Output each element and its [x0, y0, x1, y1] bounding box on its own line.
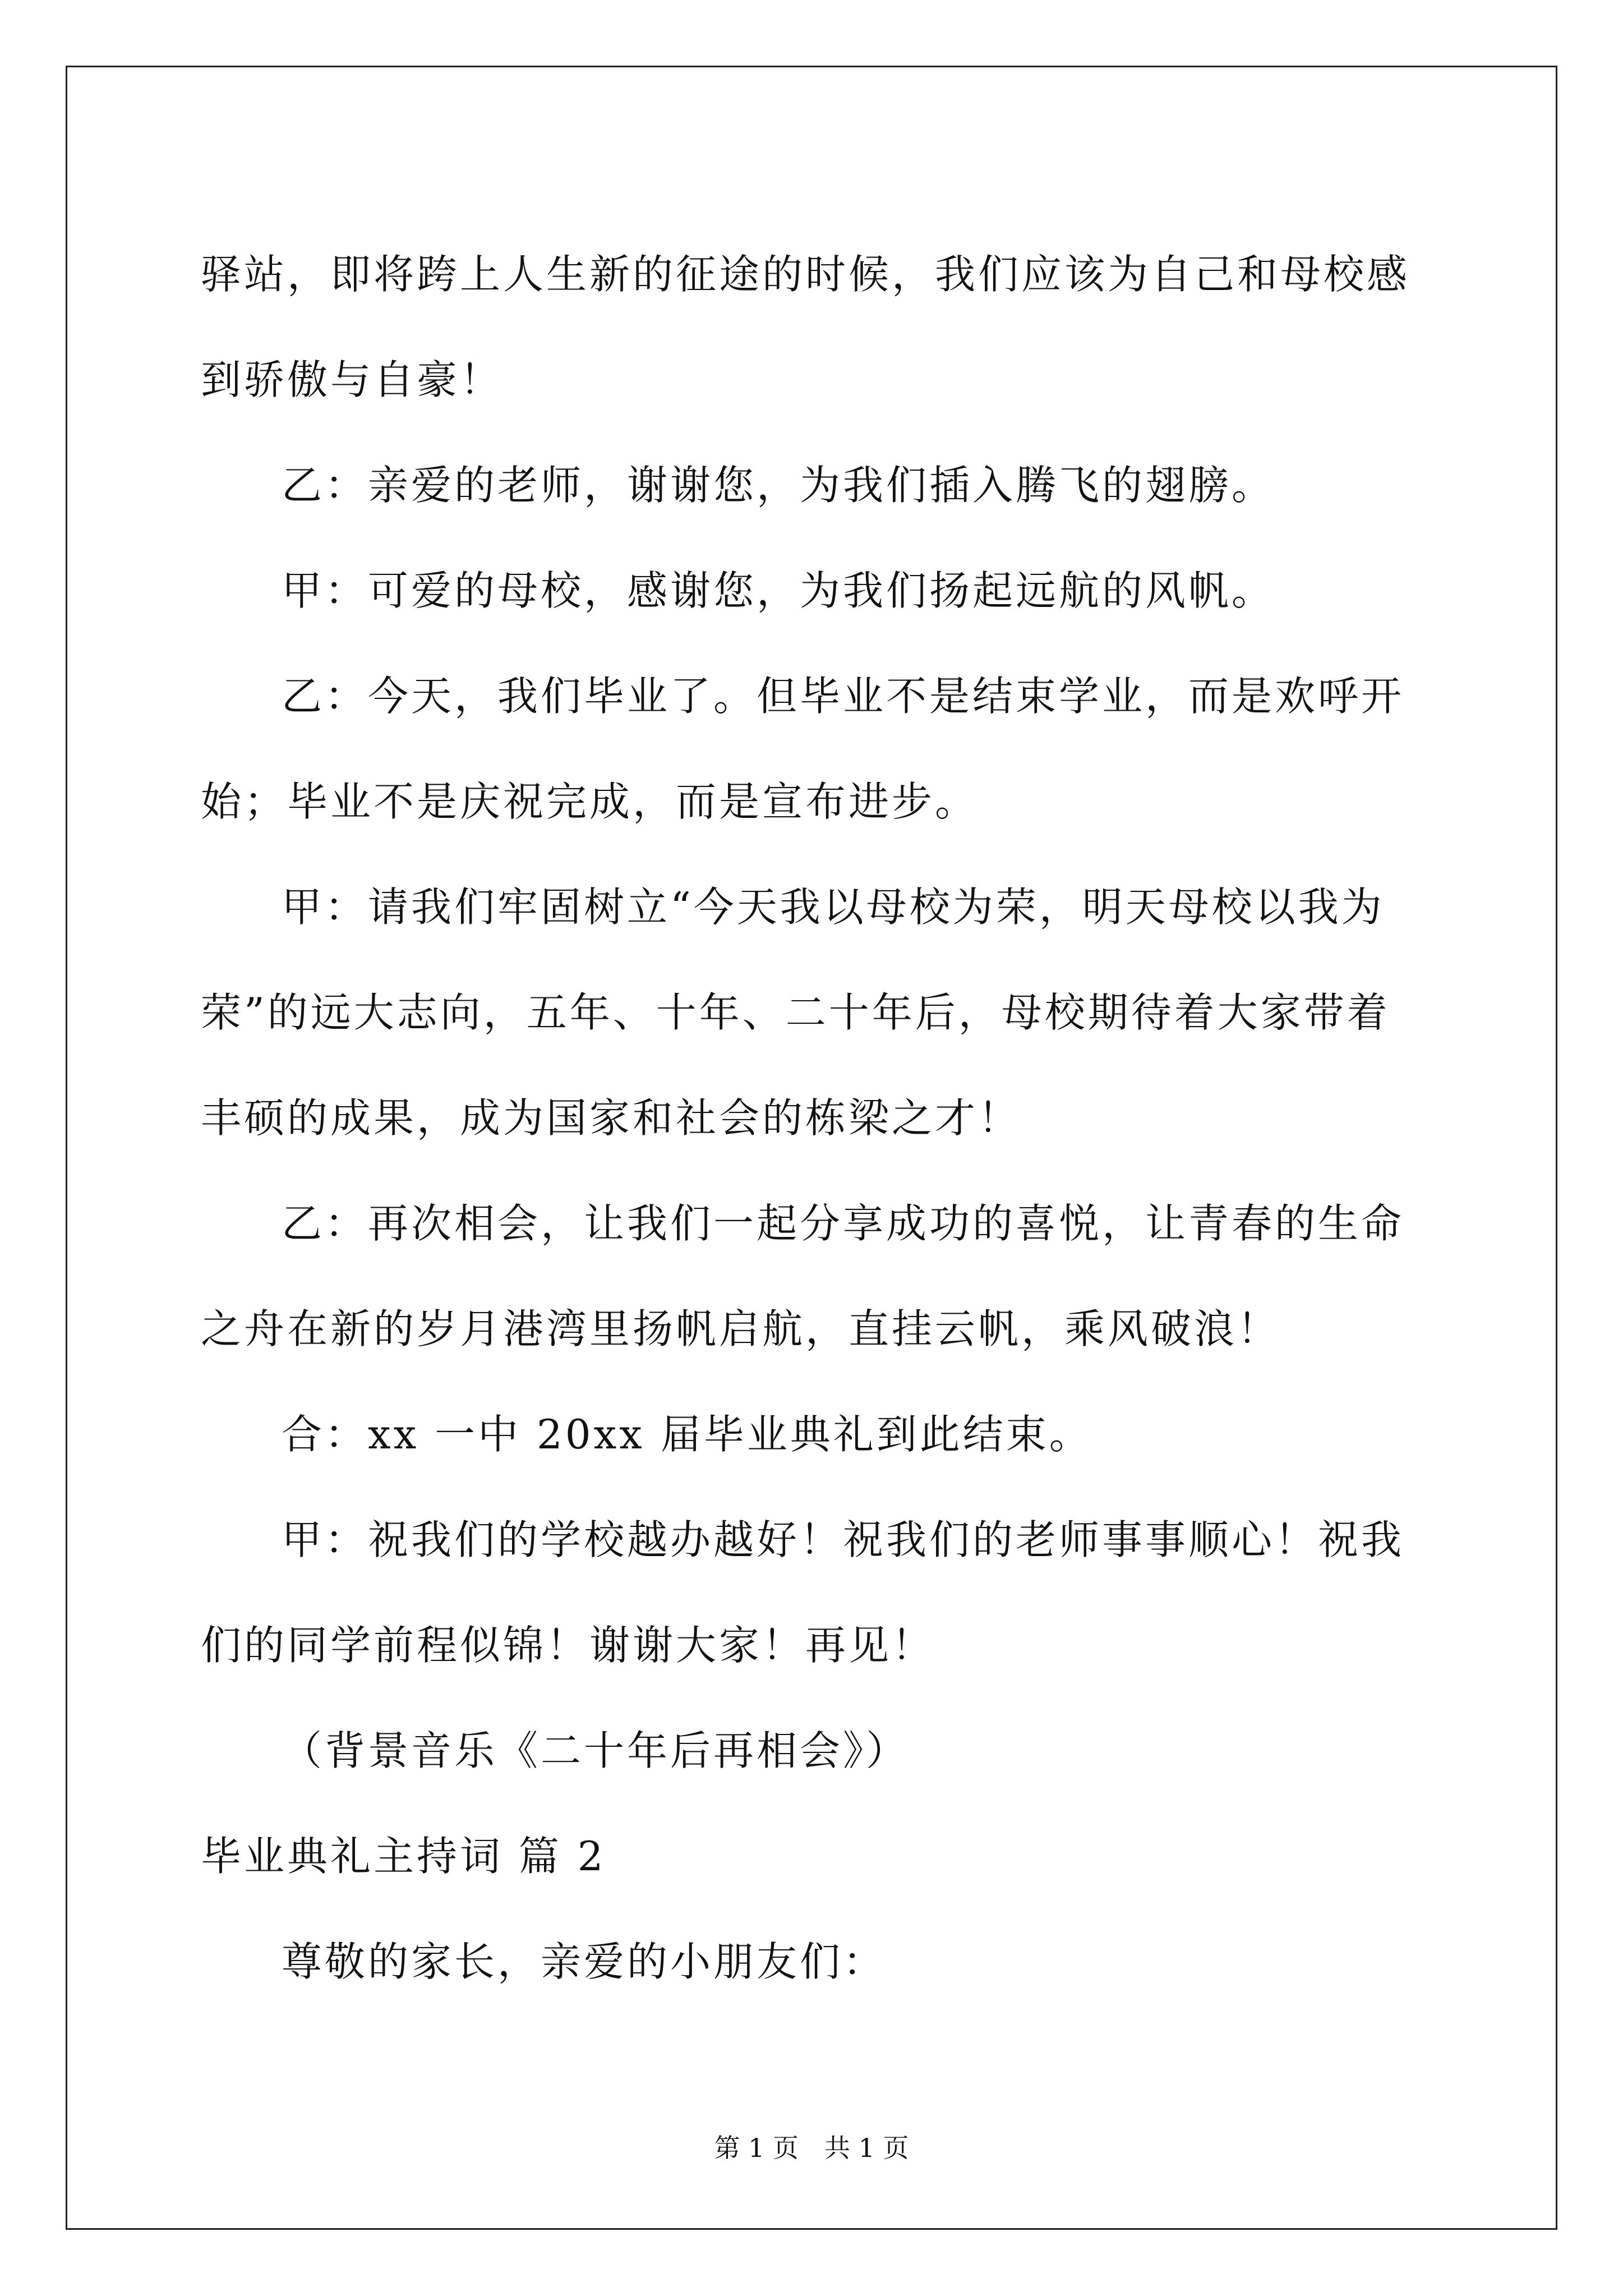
page-number-footer: 第 1 页 共 1 页 [714, 2133, 909, 2163]
paragraph-together-closing: 合：xx 一中 20xx 届毕业典礼到此结束。 [282, 1411, 1092, 1458]
paragraph-background-music: （背景音乐《二十年后再相会》） [282, 1727, 910, 1774]
paragraph-yi-thanks-teacher: 乙：亲爱的老师，谢谢您，为我们插入腾飞的翅膀。 [282, 462, 1275, 509]
paragraph-jia-thanks-school: 甲：可爱的母校，感谢您，为我们扬起远航的风帆。 [282, 567, 1275, 614]
section-heading: 毕业典礼主持词 篇 2 [201, 1833, 606, 1880]
document-body [201, 222, 1429, 2014]
paragraph-greeting: 尊敬的家长，亲爱的小朋友们： [282, 1938, 887, 1985]
paragraph-yi-reunion: 乙：再次相会，让我们一起分享成功的喜悦，让青春的生命之舟在新的岁月港湾里扬帆启航，直挂云帆，乘风破浪！ [201, 1200, 1405, 1352]
paragraph-jia-aspiration: 甲：请我们牢固树立“今天我以母校为荣，明天母校以我为荣”的远大志向，五年、十年、二十年后，母校期待着大家带着丰硕的成果，成为国家和社会的栋梁之才！ [201, 884, 1390, 1142]
paragraph-yi-graduation: 乙：今天，我们毕业了。但毕业不是结束学业，而是欢呼开始；毕业不是庆祝完成，而是宣布进步。 [201, 673, 1405, 825]
paragraph-intro-continuation: 驿站，即将跨上人生新的征途的时候，我们应该为自己和母校感到骄傲与自豪！ [201, 251, 1410, 403]
paragraph-jia-wishes: 甲：祝我们的学校越办越好！祝我们的老师事事顺心！祝我们的同学前程似锦！谢谢大家！再见！ [201, 1516, 1405, 1669]
